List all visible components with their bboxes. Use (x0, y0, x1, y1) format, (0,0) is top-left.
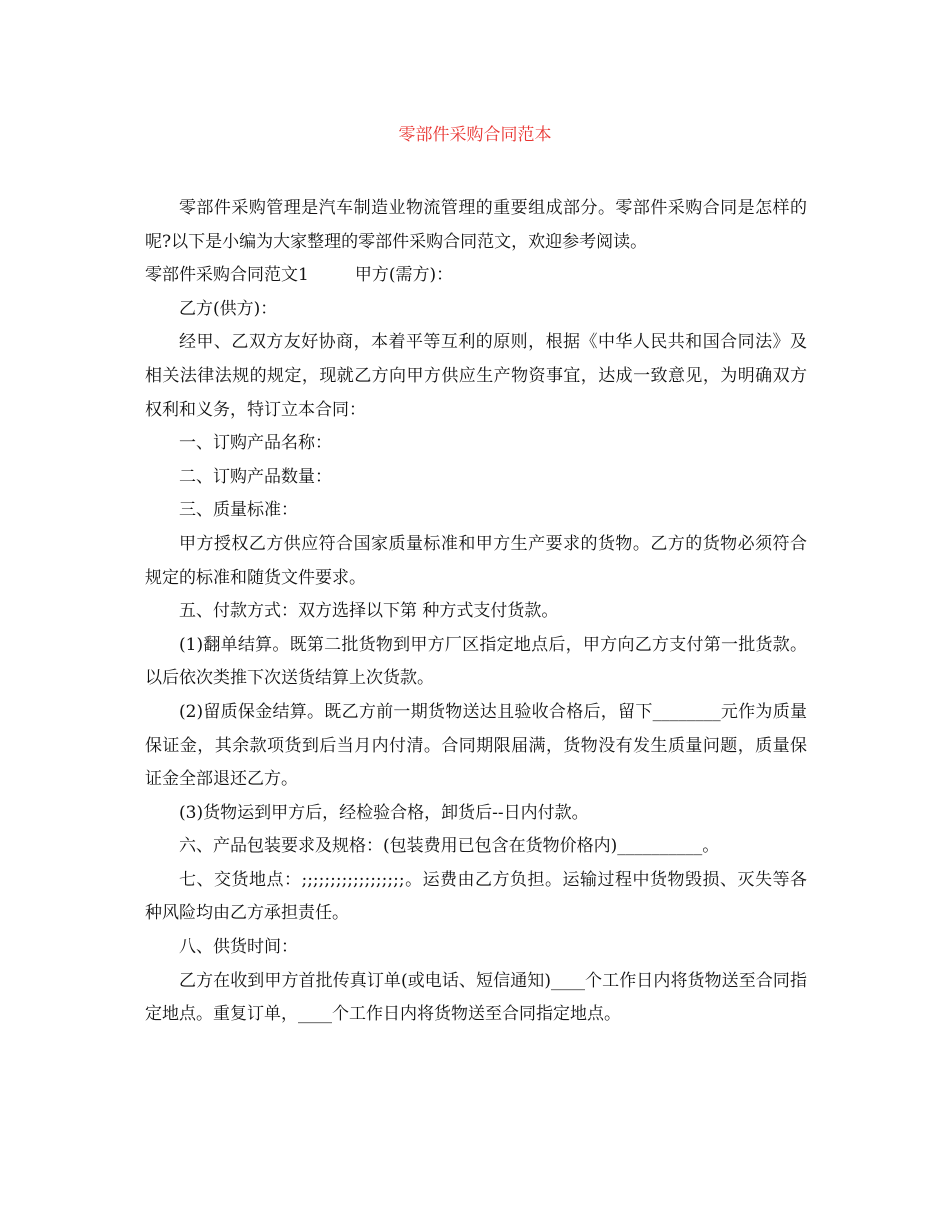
clause-quality-standard: 三、质量标准： (179, 500, 298, 521)
clause-supply-time: 八、供货时间： (179, 937, 298, 958)
payment-option-3: (3)货物运到甲方后，经检验合格，卸货后--日内付款。 (179, 802, 589, 823)
quality-standard-paragraph: 甲方授权乙方供应符合国家质量标准和甲方生产要求的货物。乙方的货物必须符合规定的标准和随货文件要求。 (145, 533, 807, 588)
intro-paragraph: 零部件采购管理是汽车制造业物流管理的重要组成部分。零部件采购合同是怎样的呢?以下是小编为大家整理的零部件采购合同范文，欢迎参考阅读。 (145, 198, 807, 252)
party-b-label: 乙方(供方)： (179, 298, 278, 319)
clause-product-quantity: 二、订购产品数量： (179, 466, 332, 487)
preamble-paragraph: 经甲、乙双方友好协商，本着平等互利的原则，根据《中华人民共和国合同法》及相关法律法规的规定，现就乙方向甲方供应生产物资事宜，达成一致意见，为明确双方权利和义务，特订立本合同： (145, 332, 807, 420)
clause-payment-method: 五、付款方式：双方选择以下第 种方式支付货款。 (179, 601, 559, 622)
sample-heading: 零部件采购合同范文1 (145, 265, 309, 286)
payment-option-1: (1)翻单结算。既第二批货物到甲方厂区指定地点后，甲方向乙方支付第一批货款。以后依次类推下次送货结算上次货款。 (145, 634, 807, 689)
clause-delivery-location: 七、交货地点：;;;;;;;;;;;;;;;;;;。运费由乙方负担。运输过程中货物毁损、灭失等各种风险均由乙方承担责任。 (145, 869, 807, 924)
party-a-label: 甲方(需方)： (354, 265, 454, 286)
document-body (145, 192, 807, 1032)
sample-heading-line (145, 259, 807, 293)
clause-product-name: 一、订购产品名称： (179, 433, 332, 454)
payment-option-2: (2)留质保金结算。既乙方前一期货物送达且验收合格后，留下________元作为质量保证金，其余款项货到后当月内付清。合同期限届满，货物没有发生质量问题，质量保证金全部退还乙方。 (145, 701, 807, 790)
supply-time-paragraph: 乙方在收到甲方首批传真订单(或电话、短信通知)____个工作日内将货物送至合同指定地点。重复订单，____个工作日内将货物送至合同指定地点。 (145, 970, 807, 1025)
clause-packaging: 六、产品包装要求及规格：(包装费用已包含在货物价格内)__________。 (179, 836, 720, 857)
document-title: 零部件采购合同范本 (398, 125, 552, 145)
